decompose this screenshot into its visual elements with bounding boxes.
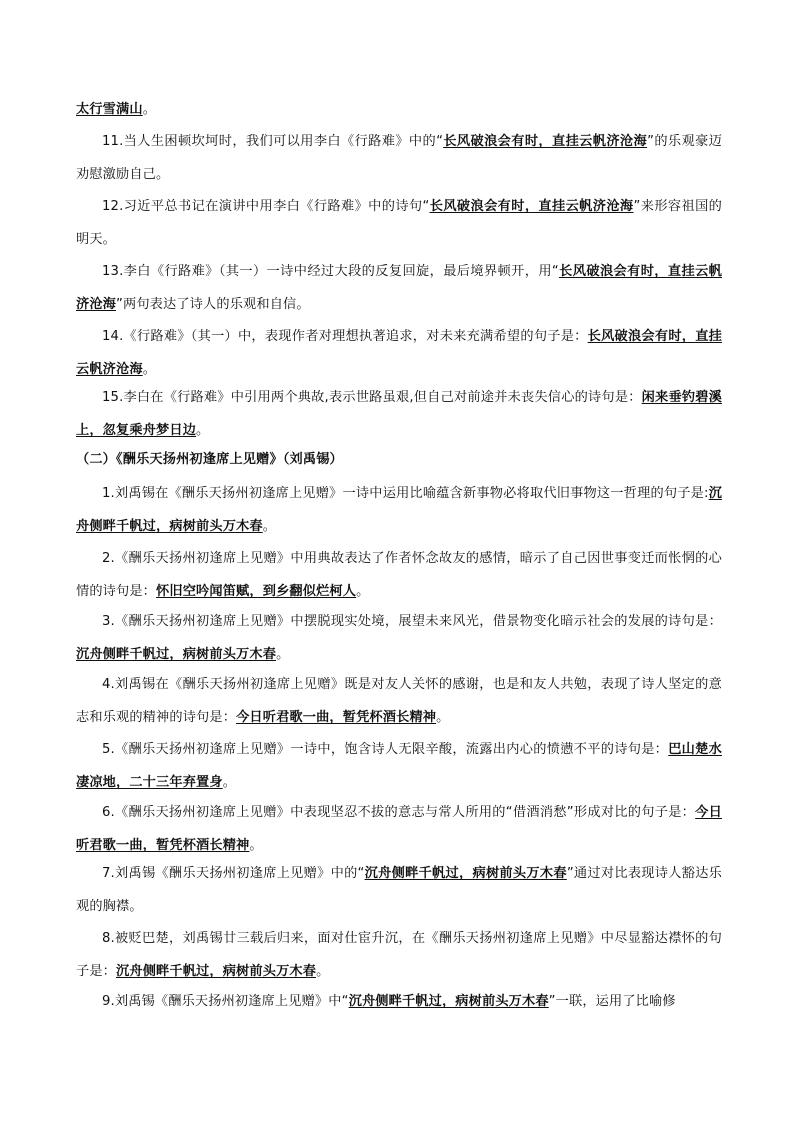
answer: 长风破浪会有时，直挂云帆济沧海 — [76, 264, 722, 312]
section-heading: （二）《酬乐天扬州初逢席上见赠》（刘禹锡） — [76, 452, 343, 467]
question-item: 3.《酬乐天扬州初逢席上见赠》中摆脱现实处境，展望未来风光，借景物变化暗示社会的发展的诗句是：沉舟侧畔千帆过，病树前头万木春。 — [76, 614, 722, 662]
answer: 今日听君歌一曲，暂凭杯酒长精神 — [76, 805, 722, 853]
question-item: 4.刘禹锡在《酬乐天扬州初逢席上见赠》既是对友人关怀的感谢，也是和友人共勉，表现了诗人坚定的意志和乐观的精神的诗句是：今日听君歌一曲，暂凭杯酒长精神。 — [76, 677, 722, 725]
question-item: 14.《行路难》（其一）中，表现作者对理想执著追求，对未来充满希望的句子是：长风破浪会有时，直挂云帆济沧海。 — [76, 329, 722, 377]
question-item: 8.被贬巴楚，刘禹锡廿三载后归来，面对仕宦升沉，在《酬乐天扬州初逢席上见赠》中尽显豁达襟怀的句子是：沉舟侧畔千帆过，病树前头万木春。 — [76, 931, 722, 979]
answer: 怀旧空吟闻笛赋，到乡翻似烂柯人 — [156, 583, 357, 599]
answer: 长风破浪会有时，直挂云帆济沧海 — [429, 199, 634, 214]
answer: 闲来垂钓碧溪上，忽复乘舟梦日边 — [76, 390, 722, 438]
answer: 沉舟侧畔千帆过，病树前头万木春 — [76, 486, 722, 534]
answer: 沉舟侧畔千帆过，病树前头万木春 — [348, 994, 549, 1009]
answer: 沉舟侧畔千帆过，病树前头万木春 — [364, 866, 567, 881]
answer: 长风破浪会有时，直挂云帆济沧海 — [443, 134, 648, 149]
question-item: 13.李白《行路难》（其一）一诗中经过大段的反复回旋，最后境界顿开，用“长风破浪会有时，直挂云帆济沧海”两句表达了诗人的乐观和自信。 — [76, 264, 722, 312]
answer: 巴山楚水凄凉地，二十三年弃置身 — [76, 742, 722, 790]
question-item: 6.《酬乐天扬州初逢席上见赠》中表现坚忍不拔的意志与常人所用的“借酒消愁”形成对比的句子是：今日听君歌一曲，暂凭杯酒长精神。 — [76, 805, 722, 853]
question-item: 5.《酬乐天扬州初逢席上见赠》一诗中，饱含诗人无限辛酸，流露出内心的愤懑不平的诗句是：巴山楚水凄凉地，二十三年弃置身。 — [76, 742, 722, 790]
question-item: 9.刘禹锡《酬乐天扬州初逢席上见赠》中“沉舟侧畔千帆过，病树前头万木春”一联，运用了比喻修 — [102, 994, 676, 1009]
question-item: 15.李白在《行路难》中引用两个典故,表示世路虽艰,但自己对前途并未丧失信心的诗句是：闲来垂钓碧溪上，忽复乘舟梦日边。 — [76, 390, 722, 438]
question-item: 7.刘禹锡《酬乐天扬州初逢席上见赠》中的“沉舟侧畔千帆过，病树前头万木春”通过对比表现诗人豁达乐观的胸襟。 — [76, 866, 723, 914]
continuation-line: 太行雪满山。 — [76, 102, 157, 117]
answer: 沉舟侧畔千帆过，病树前头万木春 — [76, 646, 277, 662]
answer: 太行雪满山 — [76, 102, 143, 117]
answer: 长风破浪会有时，直挂云帆济沧海 — [76, 329, 722, 377]
answer: 沉舟侧畔千帆过，病树前头万木春 — [116, 963, 317, 979]
question-item: 2.《酬乐天扬州初逢席上见赠》中用典故表达了作者怀念故友的感情，暗示了自己因世事变迁而怅惘的心情的诗句是：怀旧空吟闻笛赋，到乡翻似烂柯人。 — [76, 551, 722, 599]
question-item: 11.当人生困顿坎坷时，我们可以用李白《行路难》中的“长风破浪会有时，直挂云帆济沧海”的乐观豪迈劝慰激励自己。 — [76, 134, 723, 182]
answer: 今日听君歌一曲，暂凭杯酒长精神 — [236, 709, 437, 725]
question-item: 1.刘禹锡在《酬乐天扬州初逢席上见赠》一诗中运用比喻蕴含新事物必将取代旧事物这一哲理的句子是:沉舟侧畔千帆过，病树前头万木春。 — [76, 486, 722, 534]
question-item: 12.习近平总书记在演讲中用李白《行路难》中的诗句“长风破浪会有时，直挂云帆济沧海”来形容祖国的明天。 — [76, 199, 723, 247]
